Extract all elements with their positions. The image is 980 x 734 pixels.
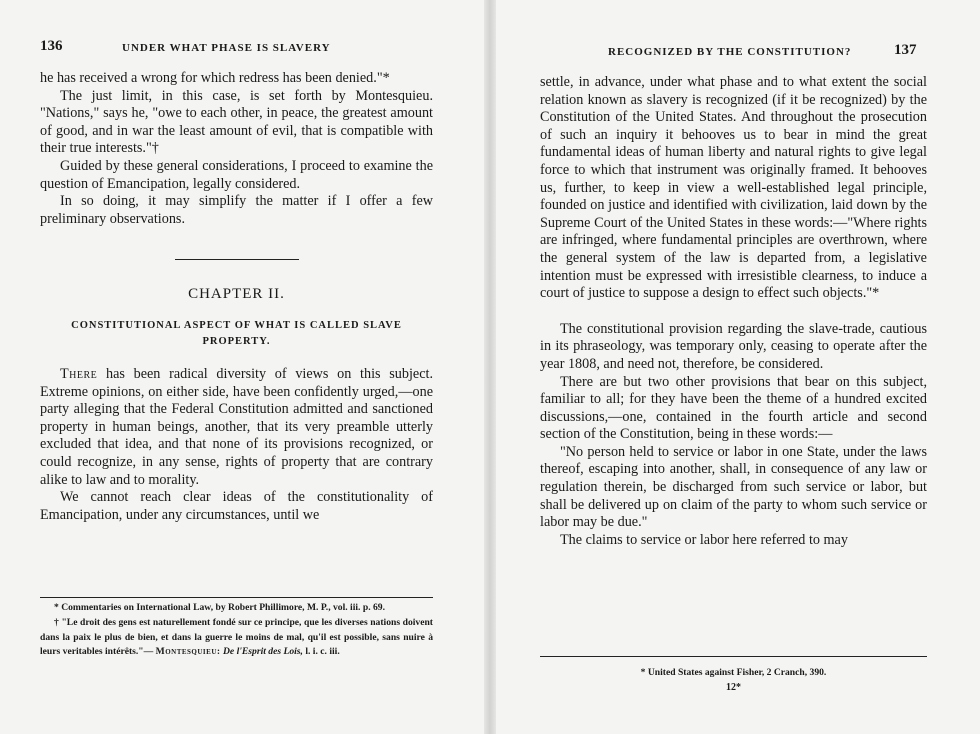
running-head: RECOGNIZED BY THE CONSTITUTION?: [608, 46, 852, 58]
footnote-author: Montesquieu:: [155, 646, 221, 658]
footnote-ref: l. i. c. iii.: [305, 646, 340, 658]
paragraph: Guided by these general considerations, I proceed to examine the question of Emancipation, legally considered.: [40, 157, 433, 192]
footnote: * Commentaries on International Law, by Robert Phillimore, M. P., vol. iii. p. 69.: [54, 602, 385, 613]
left-page-body: [40, 70, 433, 524]
chapter-subtitle: CONSTITUTIONAL ASPECT OF WHAT IS CALLED SLAVE PROPERTY.: [71, 319, 402, 347]
paragraph: [40, 366, 433, 489]
section-divider: [175, 259, 299, 260]
page-number: 136: [40, 38, 63, 54]
running-head: UNDER WHAT PHASE IS SLAVERY: [122, 42, 331, 54]
paragraph: The just limit, in this case, is set forth by Montesquieu. "Nations," says he, "owe to each other, in peace, the greatest amount of good, and in war the least amount of evil, that is compatible with their true interests."†: [40, 87, 433, 157]
signature-mark: 12*: [726, 681, 741, 693]
footnote: * United States against Fisher, 2 Cranch, 390.: [640, 667, 827, 678]
paragraph: In so doing, it may simplify the matter if I offer a few preliminary observations.: [40, 193, 433, 227]
opening-word: There: [60, 365, 98, 382]
page-number: 137: [894, 42, 917, 58]
footnote-source: De l'Esprit des Lois,: [222, 646, 303, 658]
paragraph: The constitutional provision regarding the slave-trade, cautious in its phraseology, was temporary only, ceasing to operate after the year 1808, and need not, therefore, be considered.: [540, 320, 927, 372]
footnotes: [40, 597, 433, 660]
chapter-title: CHAPTER II.: [188, 286, 285, 303]
paragraph: There are but two other provisions that bear on this subject, familiar to all; for they have been the theme of a hundred excited discussions,—one, contained in the fourth article and second section of the Constitution, being in these words:—: [540, 373, 927, 443]
footnote: [40, 616, 433, 660]
paragraph: settle, in advance, under what phase and to what extent the social relation known as slavery is recognized (if it be recognized) by the Constitution of the United States. And throughout the prosecution of such an inquiry it behooves us to bear in mind the great fundamental ideas of human liberty and natural rights to give legal force to which that instrument was originally framed. It behooves us, further, to keep in view a well-established legal principle, founded on justice and identified with civilization, laid down by the Supreme Court of the United States in these words:—"Where rights are infringed, where fundamental principles are overthrown, where the general system of the law is departed from, a legislative intention must be expressed with irresistible clearness, to induce a court of justice to suppose a design to effect such objects."*: [540, 74, 927, 302]
footnote-text: † "Le droit des gens est naturellement fondé sur ce principe, que les diverses nations doivent dans la paix le plus de bien, et dans la guerre le moins de mal, qu'il est possible, sans nuire à leurs veritables intérêts."—: [40, 616, 433, 658]
paragraph: We cannot reach clear ideas of the constitutionality of Emancipation, under any circumstances, until we: [40, 489, 433, 523]
paragraph-text: has been radical diversity of views on this subject. Extreme opinions, on either side, have been confidently urged,—one party alleging that the Federal Constitution admitted and sanctioned property in human beings, another, that its very preamble utterly excluded that idea, and that none of its provisions recognized, or could recognize, in any sense, rights of property that are contrary alike to law and to morality.: [40, 365, 433, 488]
right-page-body: [540, 74, 927, 549]
quoted-provision: "No person held to service or labor in one State, under the laws thereof, escaping into another, shall, in consequence of any law or regulation therein, be discharged from such service or labor, but shall be delivered up on claim of the party to whom such service or labor may be due.": [540, 443, 927, 531]
paragraph: he has received a wrong for which redress has been denied."*: [40, 70, 390, 86]
paragraph: The claims to service or labor here referred to may: [560, 531, 848, 548]
footnotes: [540, 656, 927, 696]
right-page: [490, 0, 980, 734]
